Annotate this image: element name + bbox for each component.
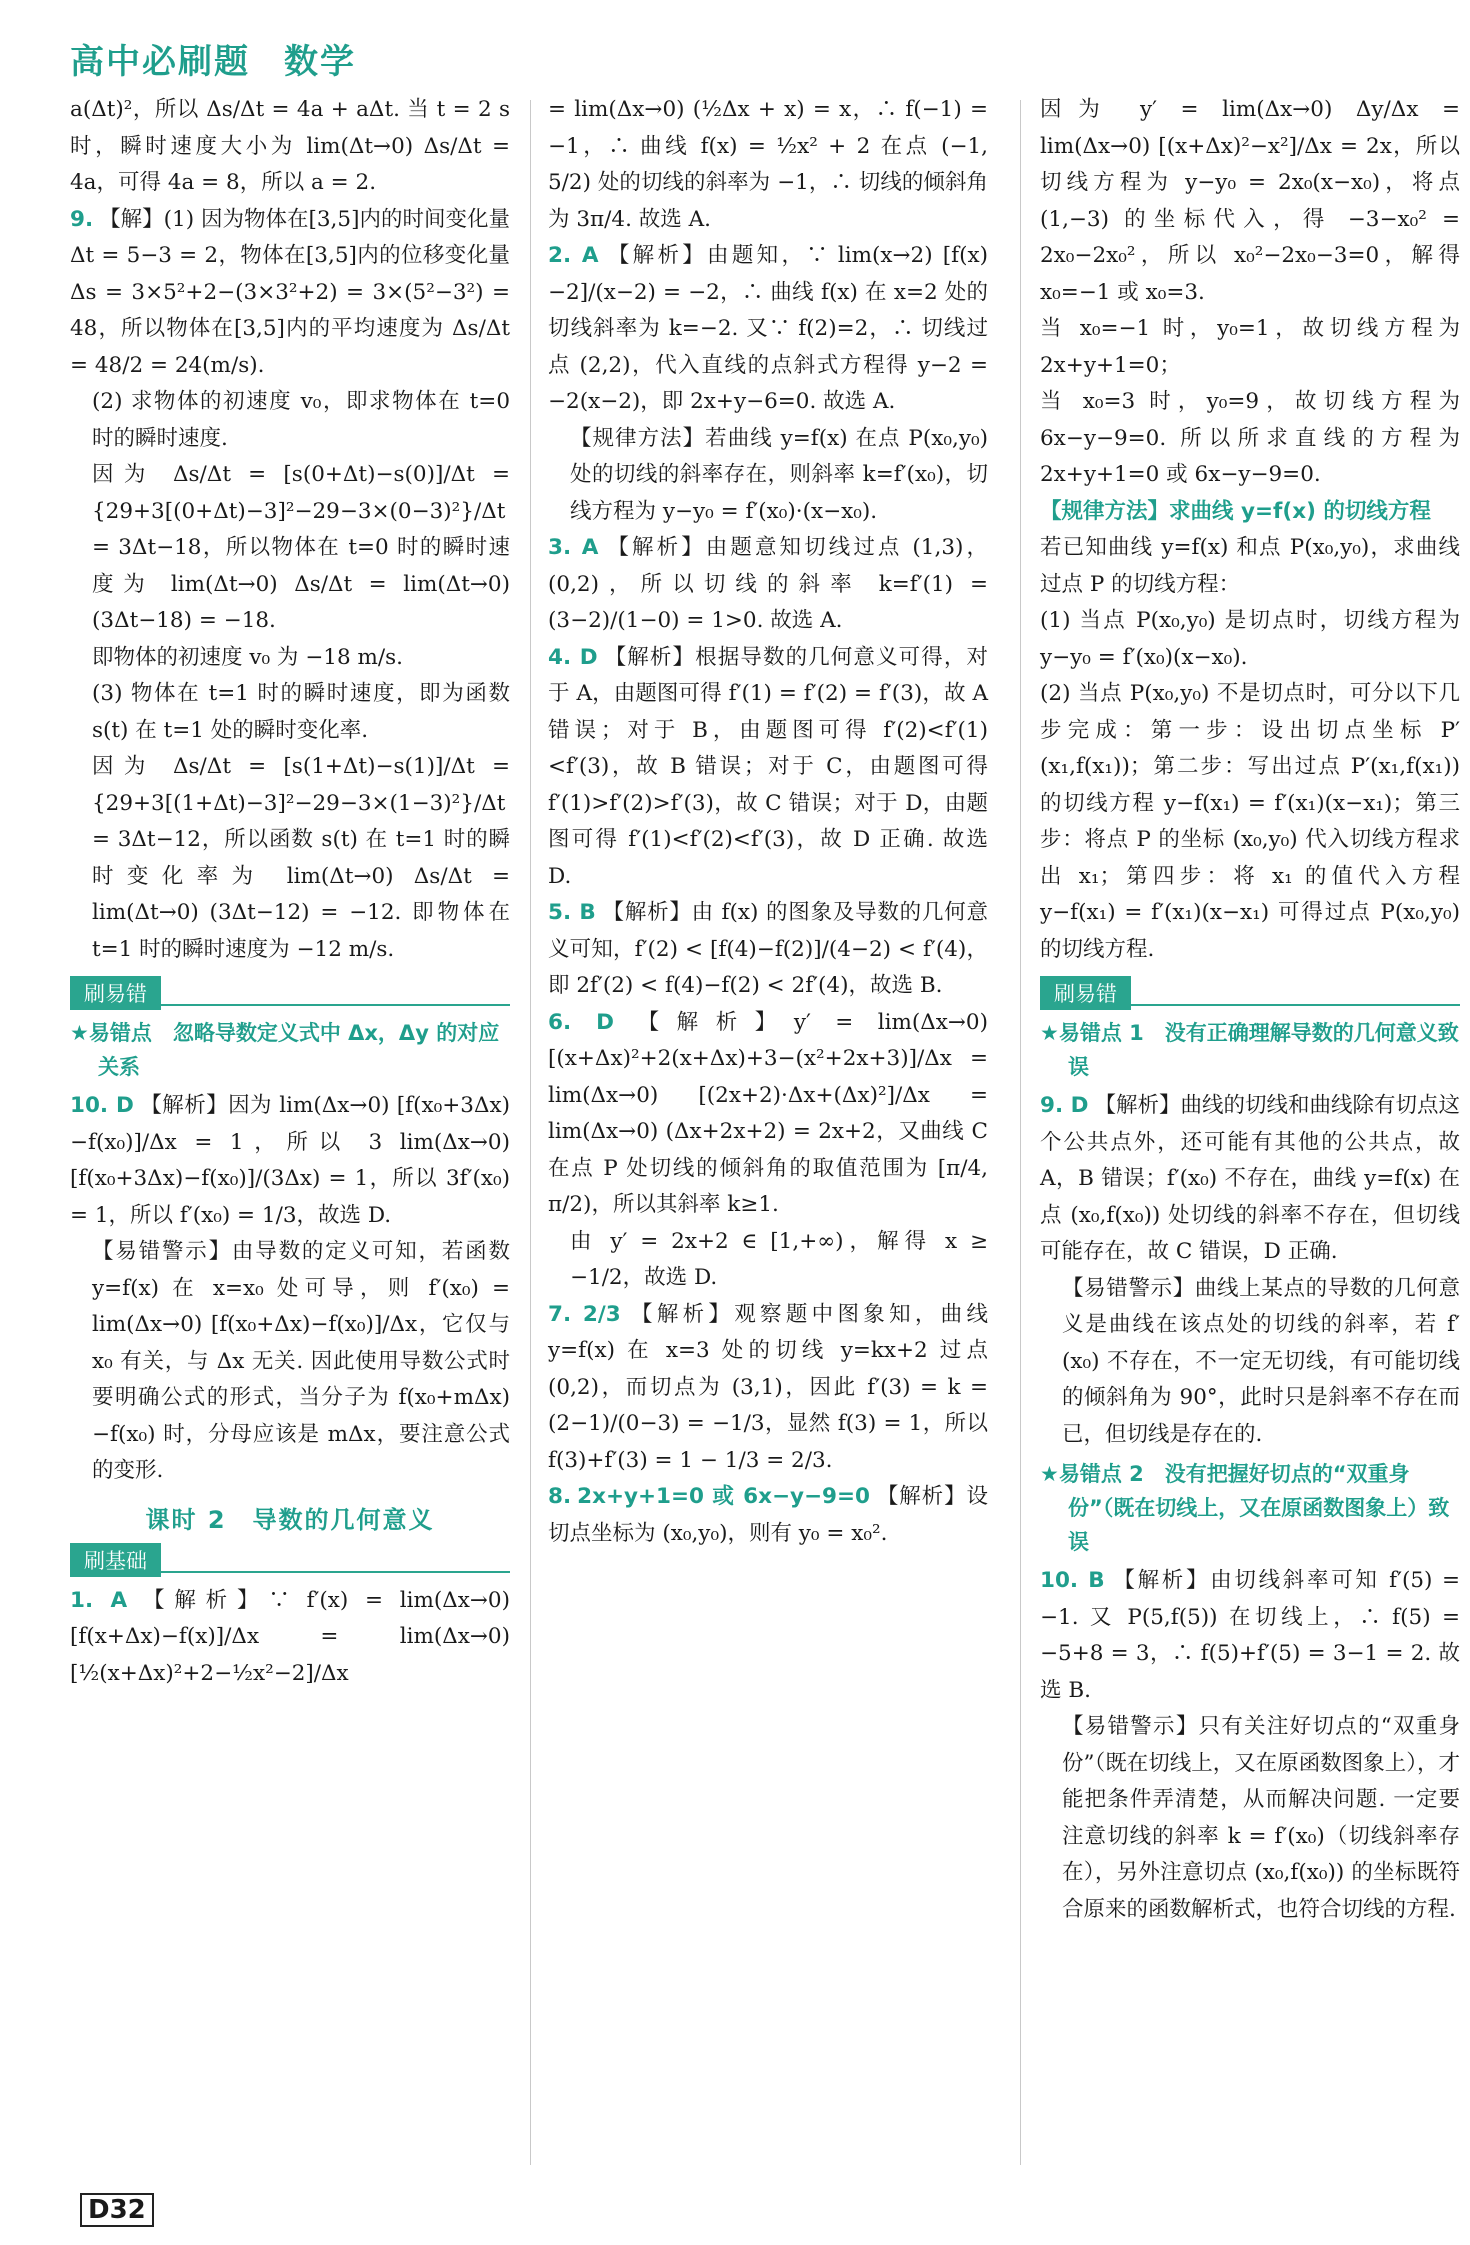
paragraph: 因为 y′ = lim(Δx→0) Δy/Δx = lim(Δx→0) [(x+Δx)²−x²]/Δx = 2x，所以切线方程为 y−y₀ = 2x₀(x−x₀)，将点 (1,−3) 的坐标代入，得 −3−x₀² = 2x₀−2x₀²，所以 x₀²−2x₀−3=0，解得 x₀=−1 或 x₀=3. [1040, 97, 1467, 305]
paragraph: a(Δt)²，所以 Δs/Δt = 4a + aΔt. 当 t = 2 s 时，瞬时速度大小为 lim(Δt→0) Δs/Δt = 4a，可得 4a = 8，所以 a = 2. [70, 97, 517, 195]
paragraph: (2) 当点 P(x₀,y₀) 不是切点时，可分以下几步完成：第一步：设出切点坐标 P′(x₁,f(x₁))；第二步：写出过点 P′(x₁,f(x₁)) 的切线方程 y−f(x₁) = f′(x₁)(x−x₁)；第三步：将点 P 的坐标 (x₀,y₀) 代入切线方程求出 x₁；第四步：将 x₁ 的值代入方程 y−f(x₁) = f′(x₁)(x−x₁) 可得过点 P(x₀,y₀) 的切线方程. [1040, 681, 1467, 962]
method-title: 【规律方法】求曲线 y=f(x) 的切线方程 [1040, 498, 1431, 524]
paragraph: 因为 Δs/Δt = [s(0+Δt)−s(0)]/Δt = {29+3[(0+Δt)−3]²−29−3×(0−3)²}/Δt = 3Δt−18，所以物体在 t=0 时的瞬时速度为 lim(Δt→0) Δs/Δt = lim(Δt→0) (3Δt−18) = −18. [92, 462, 517, 633]
answer-1: 1. A 【解析】∵ f′(x) = lim(Δx→0) [f(x+Δx)−f(x)]/Δx = lim(Δx→0) [½(x+Δx)²+2−½x²−2]/Δx [70, 1587, 517, 1686]
subject-title: 数学 [284, 41, 356, 82]
answer-7: 7. 2/3 【解析】观察题中图象知，曲线 y=f(x) 在 x=3 处的切线 y=kx+2 过点 (0,2)，而切点为 (3,1)，因此 f′(3) = k = (2−1)/(0−3) = −1/3，显然 f(3) = 1，所以 f(3)+f′(3) = 1 − 1/3 = 2/3. [548, 1301, 995, 1473]
answer-10b: 10. B 【解析】由切线斜率可知 f′(5) = −1. 又 P(5,f(5)) 在切线上，∴ f(5) = −5+8 = 3，∴ f(5)+f′(5) = 3−1 = 2. 故选 B. [1040, 1568, 1467, 1703]
answer-4: 4. D 【解析】根据导数的几何意义可得，对于 A，由题图可得 f′(1) = f′(2) = f′(3)，故 A 错误；对于 B，由题图可得 f′(2)<f′(1)<f′(3)，故 B 错误；对于 C，由题图可得 f′(1)>f′(2)>f′(3)，故 C 错误；对于 D，由题图可得 f′(1)<f′(2)<f′(3)，故 D 正确. 故选 D. [548, 644, 995, 889]
section-easy-mistakes-2: 刷易错 [1040, 976, 1460, 1010]
paragraph: 即物体的初速度 v₀ 为 −18 m/s. [92, 644, 403, 670]
answer-10: 10. D 【解析】因为 lim(Δx→0) [f(x₀+3Δx)−f(x₀)]/Δx = 1，所以 3 lim(Δx→0) [f(x₀+3Δx)−f(x₀)]/(3Δx) = 1，所以 3f′(x₀) = 1，所以 f′(x₀) = 1/3，故选 D. [70, 1093, 517, 1228]
paragraph: 若已知曲线 y=f(x) 和点 P(x₀,y₀)，求曲线过点 P 的切线方程： [1040, 535, 1460, 597]
warning-tip: 【易错警示】只有关注好切点的“双重身份”（既在切线上，又在原函数图象上），才能把条件弄清楚，从而解决问题. 一定要注意切线的斜率 k = f′(x₀)（切线斜率存在），另外注意切点 (x₀,f(x₀)) 的坐标既符合原来的函数解析式，也符合切线的方程. [1062, 1714, 1460, 1922]
column-divider-2 [1020, 100, 1021, 2165]
page-header [70, 28, 356, 88]
method-tip: 【规律方法】若曲线 y=f(x) 在点 P(x₀,y₀) 处的切线的斜率存在，则斜率 k=f′(x₀)，切线方程为 y−y₀ = f′(x₀)·(x−x₀). [570, 425, 995, 524]
lesson-title: 课时 2 导数的几何意义 [145, 1505, 435, 1534]
answer-5: 5. B 【解析】由 f(x) 的图象及导数的几何意义可知，f′(2) < [f(4)−f(2)]/(4−2) < f′(4)，即 2f′(2) < f(4)−f(2) < 2f′(4)，故选 B. [548, 900, 989, 998]
paragraph: 因为 Δs/Δt = [s(1+Δt)−s(1)]/Δt = {29+3[(1+Δt)−3]²−29−3×(1−3)²}/Δt = 3Δt−12，所以函数 s(t) 在 t=1 时的瞬时变化率为 lim(Δt→0) Δs/Δt = lim(Δt→0) (3Δt−12) = −12. 即物体在 t=1 时的瞬时速度为 −12 m/s. [92, 754, 517, 962]
answer-6: 6. D 【解析】y′ = lim(Δx→0) [(x+Δx)²+2(x+Δx)+3−(x²+2x+3)]/Δx = lim(Δx→0) [(2x+2)·Δx+(Δx)²]/Δx = lim(Δx→0) (Δx+2x+2) = 2x+2，又曲线 C 在点 P 处切线的倾斜角的取值范围为 [π/4, π/2)，所以其斜率 k≥1. [548, 1009, 995, 1217]
paragraph: = lim(Δx→0) (½Δx + x) = x，∴ f(−1) = −1，∴ 曲线 f(x) = ½x² + 2 在点 (−1, 5/2) 处的切线的斜率为 −1，∴ 切线的倾斜角为 3π/4. 故选 A. [548, 97, 995, 232]
answer-3: 3. A 【解析】由题意知切线过点 (1,3)，(0,2)，所以切线的斜率 k=f′(1) = (3−2)/(1−0) = 1>0. 故选 A. [548, 535, 995, 633]
paragraph: 由 y′ = 2x+2 ∈ [1,+∞)，解得 x ≥ −1/2，故选 D. [570, 1228, 995, 1290]
warning-tip: 【易错警示】由导数的定义可知，若函数 y=f(x) 在 x=x₀ 处可导，则 f′(x₀) = lim(Δx→0) [f(x₀+Δx)−f(x₀)]/Δx，它仅与 x₀ 有关，与 Δx 无关. 因此使用导数公式时要明确公式的形式，当分子为 f(x₀+mΔx)−f(x₀) 时，分母应该是 mΔx，要注意公式的变形. [92, 1239, 517, 1483]
answer-8: 8. 2x+y+1=0 或 6x−y−9=0 【解析】设切点坐标为 (x₀,y₀)，则有 y₀ = x₀². [548, 1484, 988, 1546]
warning-tip: 【易错警示】曲线上某点的导数的几何意义是曲线在该点处的切线的斜率，若 f′(x₀) 不存在，不一定无切线，有可能切线的倾斜角为 90°，此时只是斜率不存在而已，但切线是存在的. [1062, 1275, 1460, 1447]
answer-9: 9. 【解】(1) 因为物体在[3,5]内的时间变化量 Δt = 5−3 = 2，物体在[3,5]内的位移变化量 Δs = 3×5²+2−(3×3²+2) = 3×(5²−3²) = 48，所以物体在[3,5]内的平均速度为 Δs/Δt = 48/2 = 24(m/s). [70, 206, 517, 378]
error-point-2: ★易错点 2 没有把握好切点的“双重身份”（既在切线上，又在原函数图象上）致误 [1040, 1462, 1450, 1554]
paragraph: 当 x₀=−1 时，y₀=1，故切线方程为 2x+y+1=0； [1040, 316, 1467, 378]
column-1 [70, 92, 517, 2185]
page-number: D32 [80, 2193, 154, 2227]
column-3 [1040, 92, 1467, 2185]
column-2 [548, 92, 995, 2185]
section-basics: 刷基础 [70, 1543, 510, 1577]
paragraph: (1) 当点 P(x₀,y₀) 是切点时，切线方程为 y−y₀ = f′(x₀)(x−x₀). [1040, 608, 1467, 670]
paragraph: 当 x₀=3 时，y₀=9，故切线方程为 6x−y−9=0. 所以所求直线的方程为 2x+y+1=0 或 6x−y−9=0. [1040, 389, 1467, 487]
answer-2: 2. A 【解析】由题知，∵ lim(x→2) [f(x)−2]/(x−2) = −2，∴ 曲线 f(x) 在 x=2 处的切线斜率为 k=−2. 又∵ f(2)=2，∴ 切线过点 (2,2)，代入直线的点斜式方程得 y−2 = −2(x−2)，即 2x+y−6=0. 故选 A. [548, 243, 995, 414]
paragraph: (3) 物体在 t=1 时的瞬时速度，即为函数 s(t) 在 t=1 处的瞬时变化率. [92, 681, 517, 743]
section-easy-mistakes: 刷易错 [70, 976, 510, 1010]
error-point-1: ★易错点 1 没有正确理解导数的几何意义致误 [1040, 1021, 1459, 1079]
error-point: ★易错点 忽略导数定义式中 Δx，Δy 的对应关系 [70, 1021, 500, 1079]
paragraph: (2) 求物体的初速度 v₀，即求物体在 t=0 时的瞬时速度. [92, 389, 517, 451]
column-divider-1 [530, 100, 531, 2165]
answer-9b: 9. D 【解析】曲线的切线和曲线除有切点这个公共点外，还可能有其他的公共点，故 A，B 错误；f′(x₀) 不存在，曲线 y=f(x) 在点 (x₀,f(x₀)) 处切线的斜率不存在，但切线可能存在，故 C 错误，D 正确. [1040, 1093, 1467, 1264]
book-title: 高中必刷题 [70, 41, 250, 82]
